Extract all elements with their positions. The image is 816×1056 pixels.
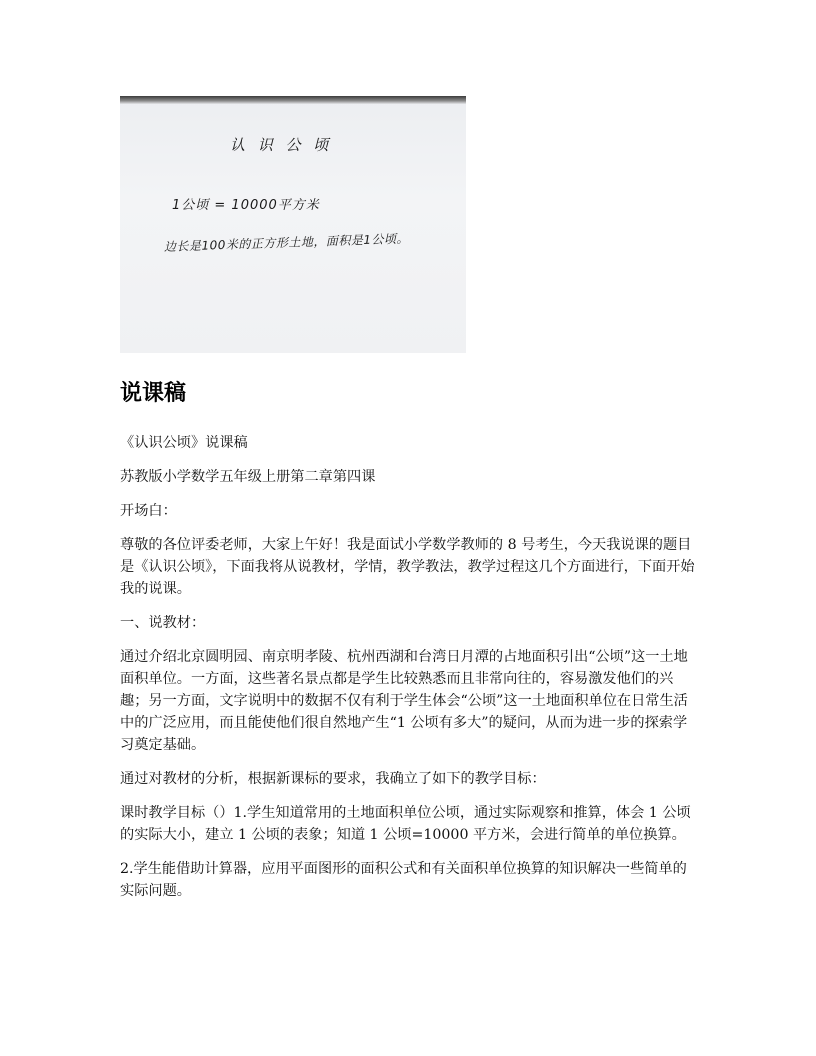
- section-textbook: 一、说教材：: [120, 615, 206, 631]
- note-title: 认 识 公 顷: [230, 136, 333, 154]
- objective-2: 2.学生能借助计算器，应用平面图形的面积公式和有关面积单位换算的知识解决一些简单的实际问题。: [120, 861, 687, 899]
- section-opening: 开场白：: [120, 503, 177, 519]
- photo-top-edge: [120, 96, 466, 104]
- objective-1: 课时教学目标（）1.学生知道常用的土地面积单位公顷，通过实际观察和推算，体会 1 公顷的实际大小，建立 1 公顷的表象；知道 1 公顷=10000 平方米，会进行简单的单位换算。: [120, 805, 691, 843]
- lecture-body: [120, 432, 698, 914]
- note-line-formula: 1公顷 = 10000平方米: [172, 198, 320, 213]
- doc-title: 《认识公顷》说课稿: [120, 435, 248, 451]
- textbook-info: 苏教版小学数学五年级上册第二章第四课: [120, 469, 376, 485]
- page-heading: 说课稿: [120, 381, 187, 406]
- handwritten-note-photo: [120, 96, 466, 353]
- opening-paragraph: 尊敬的各位评委老师，大家上午好！我是面试小学数学教师的 8 号考生，今天我说课的题目是《认识公顷》，下面我将从说教材，学情，教学教法，教学过程这几个方面进行，下面开始我的说课。: [120, 537, 695, 597]
- textbook-paragraph: 通过介绍北京圆明园、南京明孝陵、杭州西湖和台湾日月潭的占地面积引出“公顷”这一土地面积单位。一方面，这些著名景点都是学生比较熟悉而且非常向往的，容易激发他们的兴趣；另一方面，文字说明中的数据不仅有利于学生体会“公顷”这一土地面积单位在日常生活中的广泛应用，而且能使他们很自然地产生“1 公顷有多大”的疑问，从而为进一步的探索学习奠定基础。: [120, 649, 688, 753]
- objectives-intro: 通过对教材的分析，根据新课标的要求，我确立了如下的教学目标：: [120, 771, 546, 787]
- note-line-definition: 边长是100米的正方形土地，面积是1公顷。: [163, 231, 410, 254]
